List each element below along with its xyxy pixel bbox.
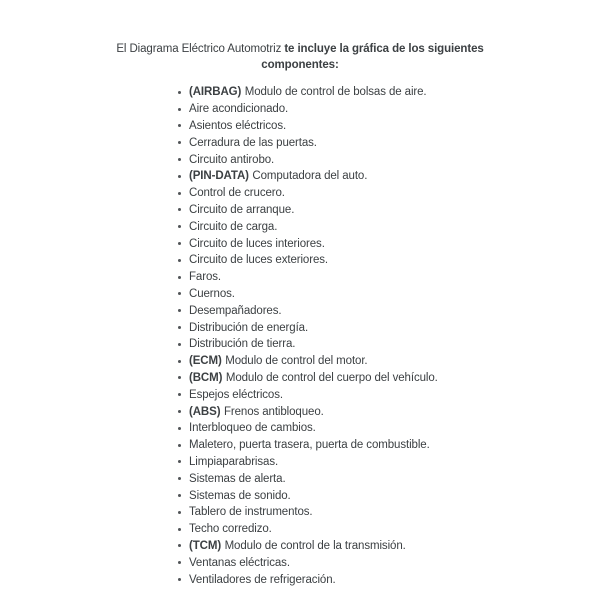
list-item: [178, 235, 438, 252]
list-item: [178, 437, 438, 454]
title-regular-text: El Diagrama Eléctrico Automotriz: [116, 43, 282, 55]
item-text: Circuito de luces interiores.: [189, 237, 325, 250]
bullet-icon: [178, 444, 181, 447]
bullet-icon: [178, 108, 181, 111]
item-bold-text: (BCM): [189, 371, 223, 384]
item-text: Control de crucero.: [189, 187, 285, 200]
list-item: [178, 403, 438, 420]
item-text: Espejos eléctricos.: [189, 388, 283, 401]
item-text: Sistemas de sonido.: [189, 489, 291, 502]
bullet-icon: [178, 292, 181, 295]
list-item: [178, 218, 438, 235]
item-text: Ventanas eléctricas.: [189, 556, 290, 569]
item-text: Limpiaparabrisas.: [189, 455, 279, 468]
bullet-icon: [178, 561, 181, 564]
bullet-icon: [178, 343, 181, 346]
item-text: Modulo de control del motor.: [225, 355, 368, 368]
list-item: [178, 101, 438, 118]
list-item: [178, 420, 438, 437]
list-item: [178, 504, 438, 521]
bullet-icon: [178, 326, 181, 329]
item-text: Circuito antirobo.: [189, 153, 275, 166]
item-text: Sistemas de alerta.: [189, 472, 286, 485]
bullet-icon: [178, 124, 181, 127]
item-text: Computadora del auto.: [252, 170, 368, 183]
list-item: [178, 118, 438, 135]
item-bold-text: (TCM): [189, 539, 222, 552]
bullet-icon: [178, 376, 181, 379]
bullet-icon: [178, 225, 181, 228]
list-item: [178, 470, 438, 487]
title-line-2: componentes:: [261, 59, 339, 71]
bullet-icon: [178, 192, 181, 195]
item-text: Cerradura de las puertas.: [189, 136, 317, 149]
list-item: [178, 269, 438, 286]
item-text: Desempañadores.: [189, 304, 282, 317]
title-bold-text: te incluye la gráfica de los siguientes: [284, 43, 484, 55]
item-text: Distribución de tierra.: [189, 338, 296, 351]
item-text: Modulo de control de la transmisión.: [224, 539, 406, 552]
list-item: [178, 370, 438, 387]
page-title: [0, 41, 600, 73]
bullet-icon: [178, 175, 181, 178]
item-text: Ventiladores de refrigeración.: [189, 573, 336, 586]
bullet-icon: [178, 242, 181, 245]
item-bold-text: (ECM): [189, 355, 222, 368]
item-text: Cuernos.: [189, 287, 235, 300]
item-text: Faros.: [189, 271, 221, 284]
item-bold-text: (AIRBAG): [189, 86, 242, 99]
list-item: [178, 134, 438, 151]
list-item: [178, 554, 438, 571]
item-text: Frenos antibloqueo.: [223, 405, 324, 418]
list-item: [178, 571, 438, 588]
item-text: Circuito de carga.: [189, 220, 278, 233]
bullet-icon: [178, 427, 181, 430]
bullet-icon: [178, 158, 181, 161]
bullet-icon: [178, 578, 181, 581]
item-text: Interbloqueo de cambios.: [189, 422, 316, 435]
bullet-icon: [178, 477, 181, 480]
bullet-icon: [178, 91, 181, 94]
bullet-icon: [178, 259, 181, 262]
bullet-icon: [178, 528, 181, 531]
list-item: [178, 185, 438, 202]
list-item: [178, 202, 438, 219]
list-item: [178, 168, 438, 185]
list-item: [178, 252, 438, 269]
bullet-icon: [178, 494, 181, 497]
item-text: Maletero, puerta trasera, puerta de combustible.: [189, 439, 430, 452]
bullet-icon: [178, 309, 181, 312]
list-item: [178, 454, 438, 471]
list-item: [178, 84, 438, 101]
list-item: [178, 151, 438, 168]
list-item: [178, 487, 438, 504]
bullet-icon: [178, 208, 181, 211]
list-item: [178, 302, 438, 319]
item-bold-text: (PIN-DATA): [189, 170, 249, 183]
list-item: [178, 286, 438, 303]
item-text: Circuito de luces exteriores.: [189, 254, 328, 267]
title-line-1: [0, 41, 600, 57]
bullet-icon: [178, 276, 181, 279]
item-text: Circuito de arranque.: [189, 203, 295, 216]
item-text: Tablero de instrumentos.: [189, 506, 313, 519]
list-item: [178, 386, 438, 403]
list-item: [178, 538, 438, 555]
item-text: Modulo de control del cuerpo del vehículo.: [225, 371, 438, 384]
list-item: [178, 521, 438, 538]
item-text: Aire acondicionado.: [189, 103, 289, 116]
item-text: Distribución de energía.: [189, 321, 309, 334]
bullet-icon: [178, 141, 181, 144]
item-bold-text: (ABS): [189, 405, 221, 418]
list-item: [178, 336, 438, 353]
bullet-icon: [178, 393, 181, 396]
bullet-icon: [178, 544, 181, 547]
item-text: Techo corredizo.: [189, 523, 272, 536]
components-list: [178, 84, 438, 588]
bullet-icon: [178, 511, 181, 514]
item-text: Modulo de control de bolsas de aire.: [244, 86, 427, 99]
bullet-icon: [178, 460, 181, 463]
list-item: [178, 353, 438, 370]
list-item: [178, 319, 438, 336]
bullet-icon: [178, 360, 181, 363]
item-text: Asientos eléctricos.: [189, 119, 287, 132]
bullet-icon: [178, 410, 181, 413]
